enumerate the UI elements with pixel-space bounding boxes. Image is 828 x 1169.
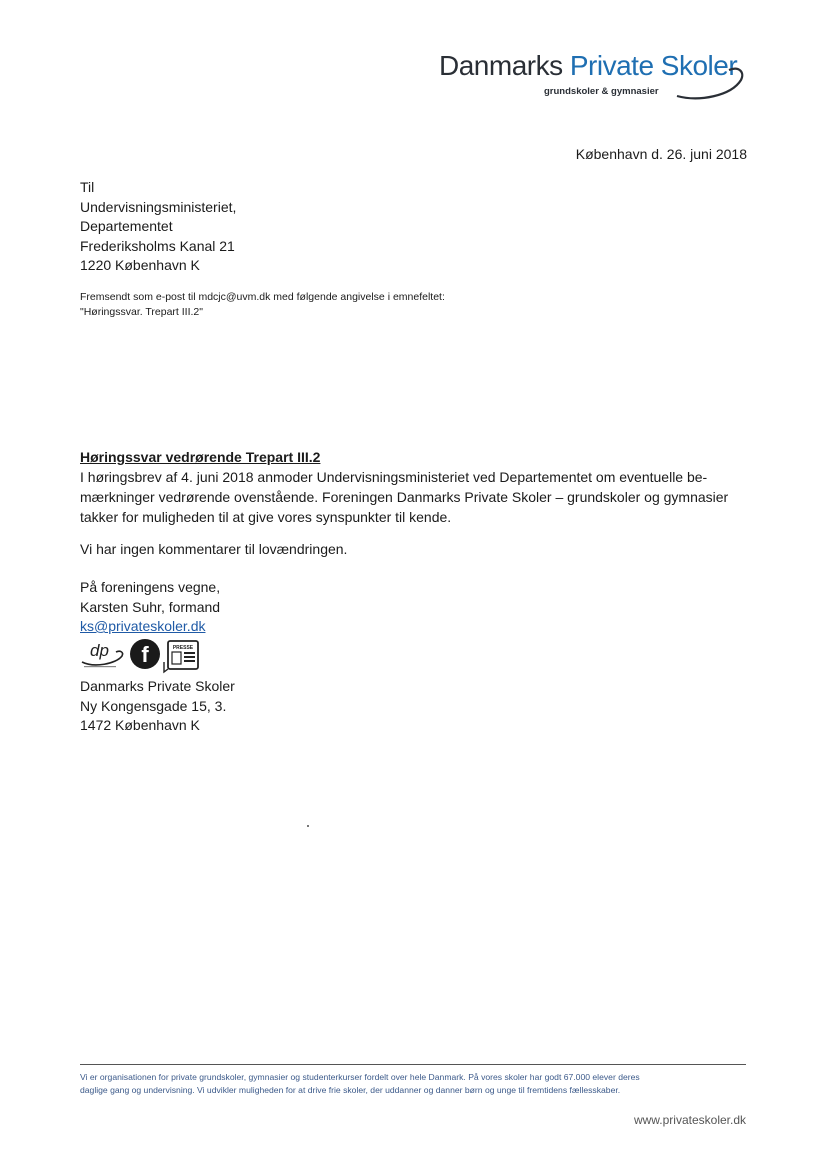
logo-swoosh-icon (669, 56, 749, 102)
signature-name: Karsten Suhr, formand (80, 598, 221, 615)
svg-text:PRESSE: PRESSE (172, 645, 194, 651)
icon-row (80, 638, 210, 674)
logo-subtitle: grundskoler & gymnasier (544, 86, 659, 97)
recipient-line: Departementet (80, 218, 173, 234)
organization-address (80, 677, 235, 736)
logo-text-dark: Danmarks (439, 50, 570, 81)
footer-line: Vi er organisationen for private grundskoler, gymnasier og studenterkurser fordelt over hele Danmark. På vores skoler har godt 67.000 elever deres (80, 1072, 640, 1082)
org-line: 1472 København K (80, 717, 200, 733)
press-icon[interactable] (164, 641, 198, 672)
recipient-line: Til (80, 179, 95, 195)
footer-line: daglige gang og undervisning. Vi udvikler muligheden for at drive frie skoler, der uddanner og danner børn og unge til fremtidens fællesskaber. (80, 1085, 621, 1095)
body-line: mærkninger vedrørende ovenstående. Foreningen Danmarks Private Skoler – grundskoler og gymnasier (80, 489, 729, 505)
body-line: takker for muligheden til at give vores synspunkter til kende. (80, 509, 452, 525)
logo-text-blue: Private Skoler (569, 50, 738, 81)
date-line: København d. 26. juni 2018 (575, 146, 747, 162)
sending-note (80, 290, 445, 320)
note-line: Fremsendt som e-post til mdcjc@uvm.dk med følgende angivelse i emnefeltet: (80, 291, 445, 303)
signature-email-link[interactable]: ks@privateskoler.dk (80, 618, 206, 634)
body-paragraph-2: Vi har ingen kommentarer til lovændringen. (80, 541, 348, 557)
website-link[interactable]: www.privateskoler.dk (633, 1113, 746, 1127)
svg-text:f: f (141, 642, 149, 667)
letter-subject: Høringssvar vedrørende Trepart III.2 (80, 449, 321, 465)
signature-line: På foreningens vegne, (80, 579, 221, 595)
scan-speck (307, 825, 309, 827)
recipient-line: Undervisningsministeriet, (80, 198, 237, 215)
dp-logo-icon[interactable] (82, 641, 123, 667)
body-line: I høringsbrev af 4. juni 2018 anmoder Undervisningsministeriet ved Departementet om eventuelle be- (80, 469, 708, 485)
org-line: Danmarks Private Skoler (80, 678, 235, 694)
org-line: Ny Kongensgade 15, 3. (80, 697, 227, 714)
note-line: "Høringssvar. Trepart III.2" (80, 306, 203, 318)
recipient-address (80, 178, 236, 276)
footer-text (80, 1071, 750, 1097)
recipient-line: Frederiksholms Kanal 21 (80, 237, 235, 254)
svg-text:dp: dp (90, 641, 109, 660)
organization-logo (439, 50, 759, 102)
facebook-icon[interactable] (130, 639, 160, 669)
recipient-line: 1220 København K (80, 257, 200, 273)
signature-block (80, 578, 220, 637)
body-paragraph (80, 467, 730, 527)
footer-divider (80, 1064, 746, 1065)
